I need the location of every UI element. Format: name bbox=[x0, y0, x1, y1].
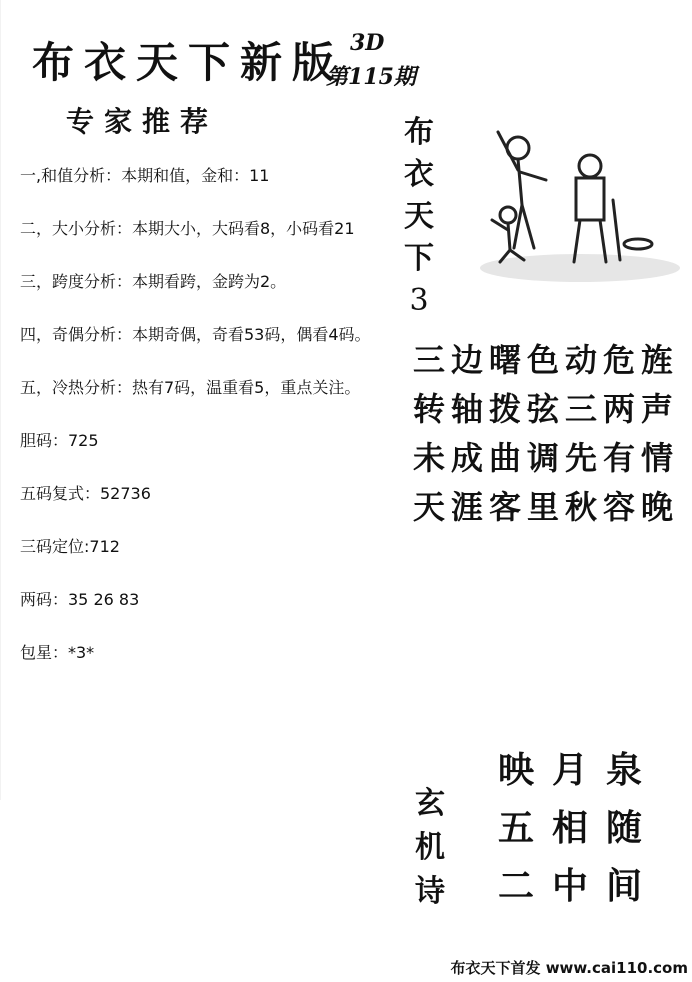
section-subtitle: 专家推荐 bbox=[66, 105, 219, 138]
issue-number: 第115期 bbox=[326, 64, 416, 90]
side-title-char: 下 bbox=[404, 241, 434, 276]
pick-dan: 胆码：725 bbox=[20, 431, 99, 450]
mystic-label-char: 机 bbox=[415, 830, 445, 865]
side-title-char: 布 bbox=[404, 115, 434, 150]
analysis-line-span: 三，跨度分析：本期看跨，金跨为2。 bbox=[20, 272, 287, 291]
pick-five: 五码复式：52736 bbox=[20, 484, 151, 503]
mystic-row: 映月泉 bbox=[498, 749, 661, 791]
mystic-label bbox=[413, 782, 447, 914]
poem-line: 三边曙色动危旌 bbox=[413, 341, 680, 379]
analysis-line-size: 二，大小分析：本期大小，大码看8，小码看21 bbox=[20, 219, 355, 238]
mystic-row: 五相随 bbox=[498, 807, 661, 849]
side-title-char: 衣 bbox=[404, 157, 434, 192]
analysis-line-hotcold: 五，冷热分析：热有7码，温重看5，重点关注。 bbox=[20, 378, 361, 397]
mystic-row: 二中间 bbox=[498, 865, 661, 907]
cartoon-illustration bbox=[470, 120, 680, 285]
pick-three: 三码定位:712 bbox=[20, 537, 120, 556]
page-title: 布衣天下新版 bbox=[32, 38, 345, 87]
poem-line: 天涯客里秋容晚 bbox=[413, 488, 680, 526]
mystic-label-char: 诗 bbox=[415, 874, 445, 909]
mystic-label-char: 玄 bbox=[415, 786, 445, 821]
pick-star: 包星：*3* bbox=[20, 643, 95, 662]
analysis-line-sum: 一,和值分析：本期和值，金和：11 bbox=[20, 166, 270, 185]
analysis-line-parity: 四，奇偶分析：本期奇偶，奇看53码，偶看4码。 bbox=[20, 325, 371, 344]
poem-line: 未成曲调先有情 bbox=[413, 439, 680, 477]
poem-line: 转轴拨弦三两声 bbox=[413, 390, 680, 428]
label-3d: 3D bbox=[350, 30, 385, 56]
side-title-char: 3 bbox=[409, 283, 429, 318]
side-title bbox=[402, 112, 436, 322]
pick-two: 两码：35 26 83 bbox=[20, 590, 140, 609]
side-title-char: 天 bbox=[404, 199, 434, 234]
faint-divider bbox=[0, 0, 1, 800]
footer-credit: 布衣天下首发 www.cai110.com bbox=[450, 959, 688, 977]
